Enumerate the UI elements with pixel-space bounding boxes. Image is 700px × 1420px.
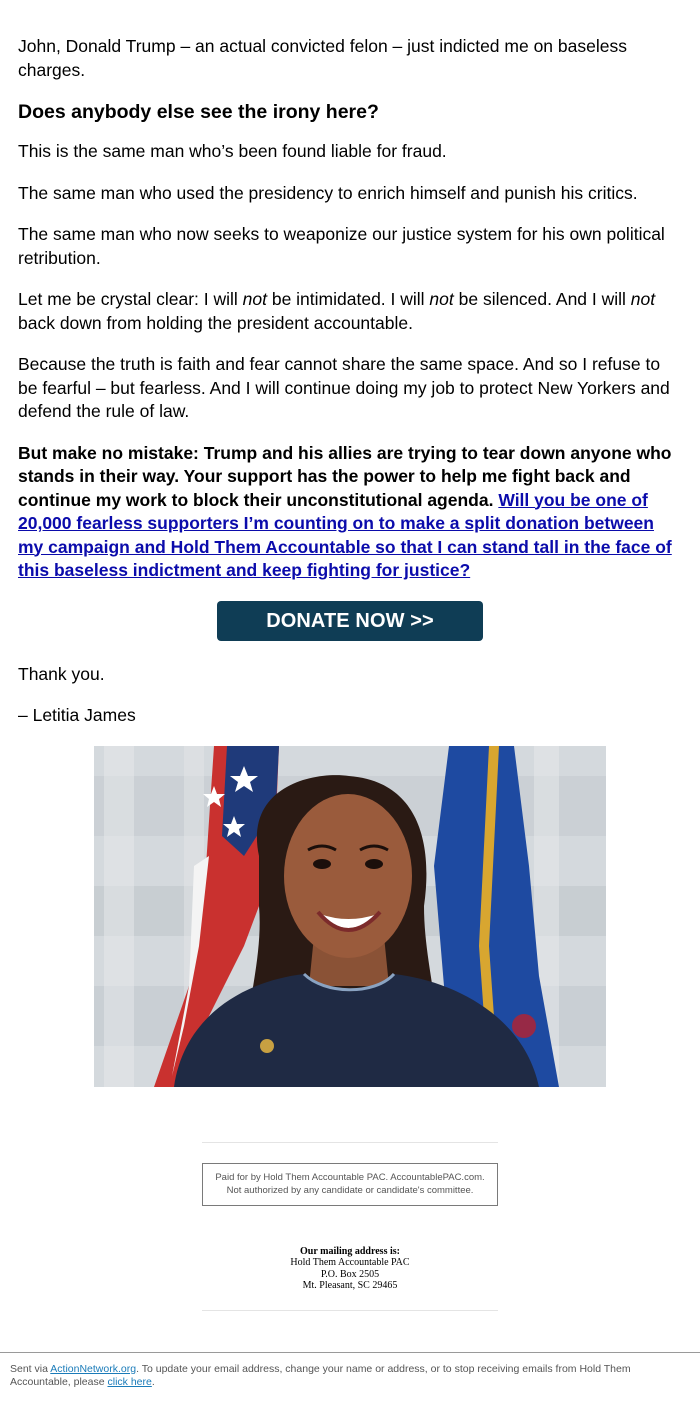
thank-you-text: Thank you.	[18, 663, 105, 684]
actionnetwork-link[interactable]: ActionNetwork.org	[50, 1363, 137, 1375]
divider	[202, 1310, 498, 1311]
mailing-line: Mt. Pleasant, SC 29465	[302, 1280, 398, 1291]
text-segment: back down from holding the president accountable.	[18, 312, 413, 333]
sent-via-text: Sent via	[10, 1363, 51, 1375]
divider	[202, 1142, 498, 1143]
retribution-paragraph: The same man who now seeks to weaponize our justice system for his own political retribution.	[18, 224, 665, 268]
update-info-text: . To update your email address, change your name or address, or to stop receiving emails from Hold Them Accountable, please	[10, 1363, 631, 1388]
mailing-line: Hold Them Accountable PAC	[290, 1257, 410, 1268]
presidency-paragraph: The same man who used the presidency to enrich himself and punish his critics.	[18, 182, 638, 203]
irony-heading: Does anybody else see the irony here?	[18, 101, 379, 123]
mailing-title: Our mailing address is:	[300, 1245, 400, 1257]
appeal-text: But make no mistake: Trump and his allies are trying to tear down anyone who stands in their way. Your support has the power to help me fight back and continue my work to block their unconstitutional agenda.	[18, 442, 672, 510]
period-text: .	[151, 1376, 155, 1388]
letitia-james-photo	[94, 746, 606, 1087]
photo-container	[18, 746, 682, 1087]
footer	[202, 1142, 498, 1311]
signature: – Letitia James	[18, 705, 136, 725]
fearless-paragraph: Because the truth is faith and fear cannot share the same space. And so I refuse to be fearful – but fearless. And I will continue doing my job to protect New Yorkers and defend the rule of law.	[18, 354, 670, 421]
mailing-line: P.O. Box 2505	[320, 1268, 380, 1280]
donation-appeal-link[interactable]: Will you be one of 20,000 fearless supporters I’m counting on to make a split donation between my campaign and Hold Them Accountable so that I can stand tall in the face of this baseless indictment and keep fighting for justice?	[18, 489, 672, 580]
portrait-illustration	[94, 746, 606, 1087]
intro-paragraph: John, Donald Trump – an actual convicted felon – just indicted me on baseless charges.	[18, 36, 627, 80]
fraud-paragraph: This is the same man who’s been found liable for fraud.	[18, 141, 447, 161]
mailing-address	[202, 1246, 498, 1292]
donate-now-button[interactable]: DONATE NOW >>	[217, 601, 483, 641]
emphasis-not: not	[242, 289, 267, 309]
text-segment: Let me be crystal clear: I will	[18, 289, 243, 309]
appeal-paragraph	[18, 442, 682, 583]
click-here-link[interactable]: click here	[107, 1376, 152, 1388]
paid-for-disclaimer: Paid for by Hold Them Accountable PAC. AccountablePAC.com. Not authorized by any candidate or candidate's committee.	[202, 1163, 498, 1206]
donate-button-container	[18, 601, 682, 641]
unsubscribe-footer	[0, 1352, 700, 1389]
text-segment: be silenced. And I will	[453, 289, 631, 309]
text-segment: be intimidated. I will	[266, 289, 430, 309]
crystal-clear-paragraph	[18, 288, 682, 335]
emphasis-not: not	[630, 289, 656, 309]
emphasis-not: not	[429, 289, 454, 309]
